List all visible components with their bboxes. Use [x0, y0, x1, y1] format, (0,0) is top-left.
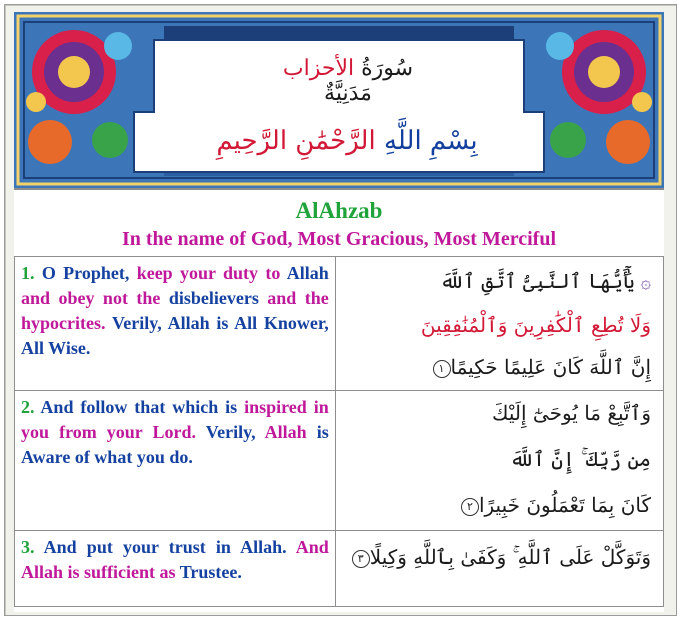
- surah-name-arabic: سُورَةُ الأحزاب مَدَنِيَّةٌ: [282, 56, 414, 106]
- translation-segment: is Aware of what you do.: [21, 422, 329, 467]
- translation-segment: And Allah is sufficient as: [21, 537, 329, 582]
- ayah-end-marker: ٣: [352, 550, 370, 568]
- arabic-line: [336, 399, 663, 427]
- surah-banner: [14, 12, 664, 190]
- verse-number: 3.: [21, 537, 35, 557]
- verse-number: 1.: [21, 263, 35, 283]
- verse-translation: [15, 257, 336, 391]
- translation-segment: And put your trust in Allah.: [34, 537, 287, 557]
- content-panel: [14, 12, 664, 612]
- page-title: AlAhzab: [295, 198, 383, 223]
- arabic-line: [336, 267, 663, 297]
- arabic-line: [336, 353, 663, 381]
- ayah-end-marker: ١: [433, 360, 451, 378]
- ayah-end-marker: ٢: [461, 498, 479, 516]
- arabic-text: مِن رَّبِّكَ ۚ إِنَّ ٱللَّهَ: [509, 447, 651, 471]
- translation-segment: and obey not the: [21, 288, 161, 308]
- translation-segment: Trustee.: [175, 562, 242, 582]
- verse-arabic: [335, 391, 663, 531]
- arabic-text: يَٰٓأَيُّهَا ٱلنَّبِىُّ ٱتَّقِ ٱللَّهَ: [439, 269, 635, 293]
- translation-segment: Verily, Allah is All Knower, All Wise.: [21, 313, 329, 358]
- translation-segment: disbelievers: [160, 288, 268, 308]
- arabic-text: وَلَا تُطِعِ ٱلْكَٰفِرِينَ وَٱلْمُنَٰفِقِينَ: [420, 313, 651, 337]
- rub-el-hizb-icon: ۞: [634, 272, 651, 293]
- verse-arabic: [335, 257, 663, 391]
- verse-arabic: [335, 531, 663, 607]
- verse-row: [15, 391, 664, 531]
- basmala-arabic: بِسْمِ اللَّهِ الرَّحْمَٰنِ الرَّحِيمِ: [216, 126, 478, 156]
- arabic-text: وَٱتَّبِعْ مَا يُوحَىٰٓ إِلَيْكَ: [492, 401, 651, 425]
- arabic-line: [336, 491, 663, 519]
- translation-segment: Allah: [280, 263, 329, 283]
- arabic-line: [336, 445, 663, 473]
- arabic-text: كَانَ بِمَا تَعْمَلُونَ خَبِيرًا: [478, 493, 651, 517]
- translation-segment: O Prophet,: [34, 263, 137, 283]
- translation-segment: Allah: [264, 422, 307, 442]
- page-subtitle: In the name of God, Most Gracious, Most Merciful: [121, 228, 557, 250]
- arabic-line: [336, 543, 663, 571]
- arabic-text: إِنَّ ٱللَّهَ كَانَ عَلِيمًا حَكِيمًا: [450, 355, 651, 379]
- translation-segment: And follow that which is: [34, 397, 238, 417]
- arabic-text: وَتَوَكَّلْ عَلَى ٱللَّهِ ۚ وَكَفَىٰ بِٱللَّهِ وَكِيلًا: [369, 545, 651, 569]
- translation-segment: Verily,: [196, 422, 265, 442]
- translation-segment: inspired in you from your Lord.: [21, 397, 329, 442]
- verse-row: [15, 531, 664, 607]
- verse-number: 2.: [21, 397, 35, 417]
- translation-segment: keep your duty to: [136, 263, 281, 283]
- verse-translation: [15, 531, 336, 607]
- verse-row: [15, 257, 664, 391]
- arabic-line: [336, 311, 663, 339]
- verse-translation: [15, 391, 336, 531]
- verses-table: [14, 256, 664, 607]
- translation-segment: and the hypocrites.: [21, 288, 329, 333]
